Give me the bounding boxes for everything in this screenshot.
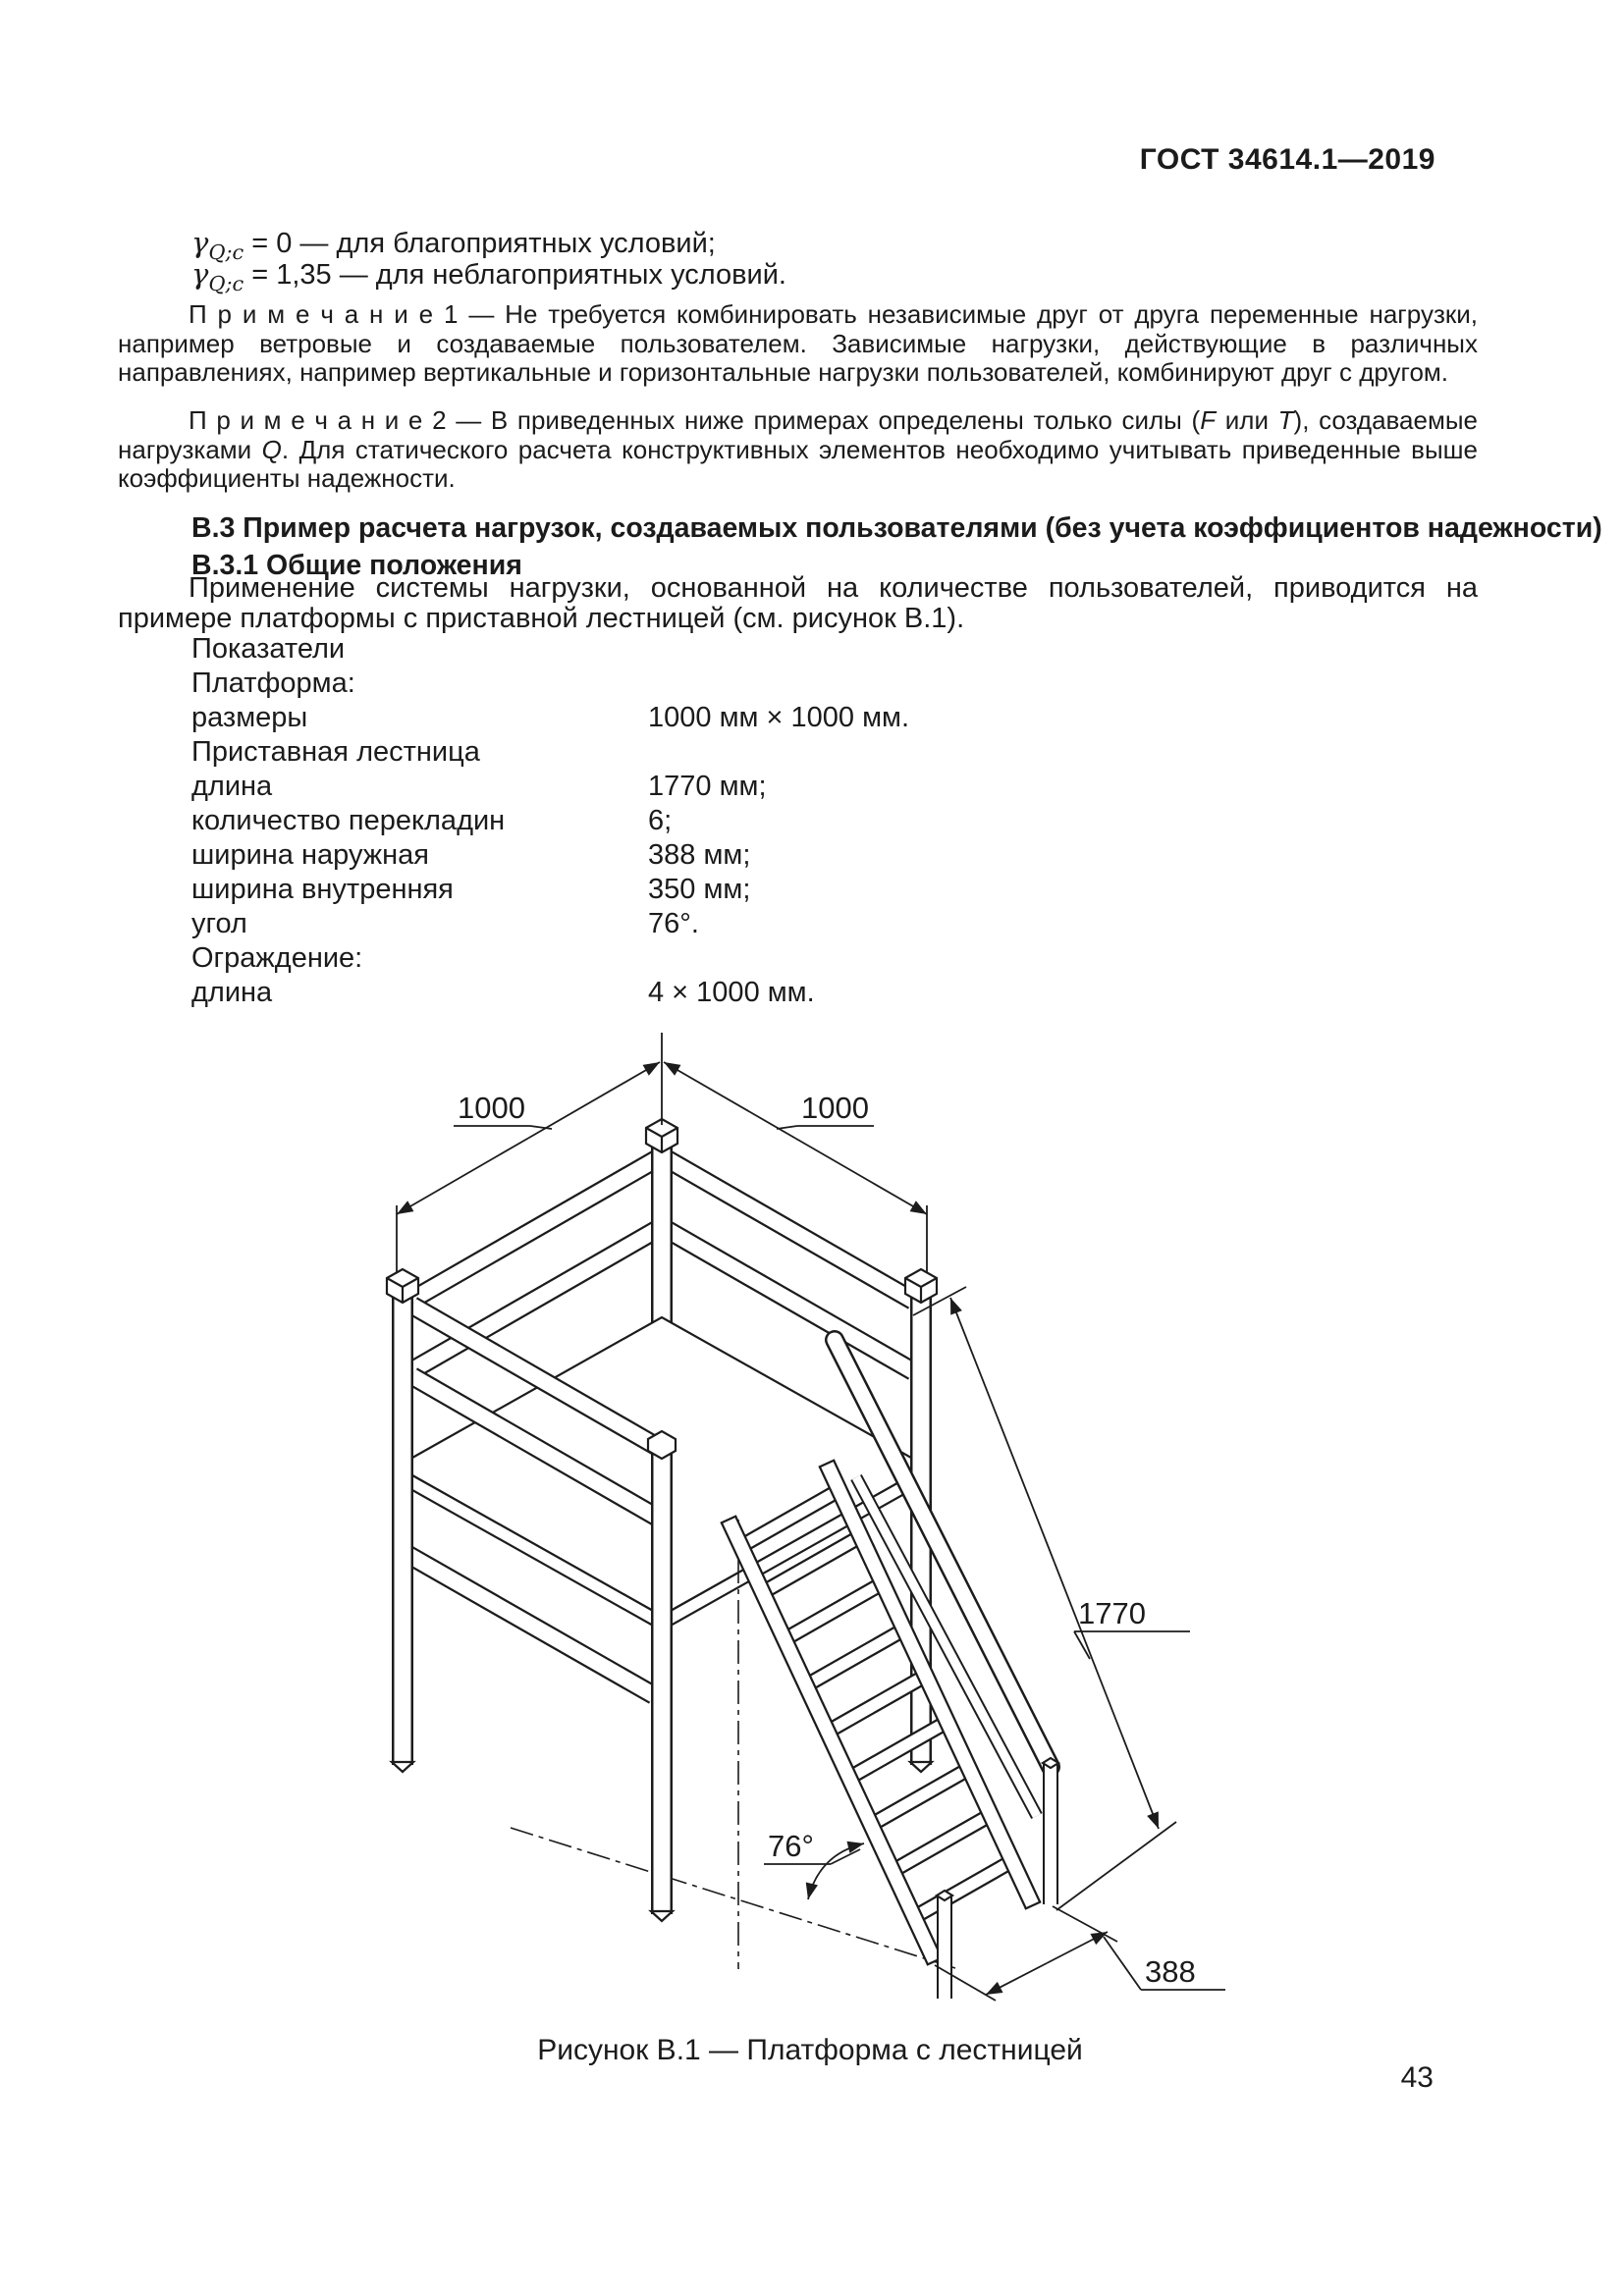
spec-value: 1000 мм × 1000 мм. <box>648 702 909 733</box>
spec-value: 350 мм; <box>648 874 751 905</box>
note-2-var-q: Q <box>261 434 282 464</box>
section-paragraph: Применение системы нагрузки, основанной на количестве пользователей, приводится на примере платформы с приставной лестницей (см. рисунок В.1). <box>118 572 1478 634</box>
figure-caption: Рисунок В.1 — Платформа с лестницей <box>537 2034 1083 2066</box>
spec-label: длина <box>191 771 273 802</box>
dim-label-left-1000: 1000 <box>458 1091 525 1125</box>
page-header: ГОСТ 34614.1—2019 <box>1139 143 1435 176</box>
dim-label-1770: 1770 <box>1078 1596 1146 1630</box>
spec-value: 6; <box>648 805 673 836</box>
note-2-text: или <box>1216 405 1278 435</box>
gamma-subscript: Q;c <box>208 240 244 264</box>
spec-label: Ограждение: <box>191 942 363 974</box>
spec-row <box>191 839 1370 874</box>
spec-row <box>191 874 1370 908</box>
spec-label: Приставная лестница <box>191 736 480 768</box>
note-2-text: П р и м е ч а н и е 2 — В приведенных ниже примерах определены только силы ( <box>189 405 1201 435</box>
gamma-subscript: Q;c <box>208 271 244 295</box>
spec-label: количество перекладин <box>191 805 506 836</box>
gamma-symbol: γ <box>191 257 209 291</box>
spec-row <box>191 633 1370 667</box>
note-2-paragraph <box>118 406 1478 494</box>
dimension-angle-76 <box>764 1829 864 1899</box>
spec-value: 388 мм; <box>648 839 751 871</box>
dimension-width-388 <box>935 1906 1225 2001</box>
spec-value: 1770 мм; <box>648 771 767 802</box>
spec-row <box>191 667 1370 702</box>
section-heading-b3: В.3 Пример расчета нагрузок, создаваемых пользователями (без учета коэффициентов надежности) <box>191 512 1602 544</box>
spec-row <box>191 908 1370 942</box>
platform-ladder-isometric <box>324 1021 1316 2032</box>
spec-value: 76°. <box>648 908 699 939</box>
section-heading-b31: В.3.1 Общие положения <box>191 550 522 581</box>
formula-text: = 1,35 — для неблагоприятных условий. <box>244 259 786 291</box>
note-2-var-f: F <box>1200 405 1217 435</box>
dim-label-388: 388 <box>1145 1954 1196 1989</box>
note-2-text: ), создаваемые нагрузками <box>118 405 1478 464</box>
spec-row <box>191 942 1370 977</box>
spec-label: ширина наружная <box>191 839 430 871</box>
spec-row <box>191 702 1370 736</box>
gamma-symbol: γ <box>191 226 209 259</box>
spec-label: Платформа: <box>191 667 355 699</box>
spec-label: угол <box>191 908 247 939</box>
spec-row <box>191 771 1370 805</box>
spec-row <box>191 805 1370 839</box>
dim-label-76deg: 76° <box>768 1829 814 1863</box>
spec-row <box>191 977 1370 1011</box>
spec-label: размеры <box>191 702 308 733</box>
note-2-var-t: T <box>1277 405 1294 435</box>
formula-line-2 <box>191 257 786 295</box>
spec-label: ширина внутренняя <box>191 874 454 905</box>
spec-label: длина <box>191 977 273 1008</box>
figure-b1-drawing <box>324 1021 1316 2032</box>
note-1-paragraph: П р и м е ч а н и е 1 — Не требуется комбинировать независимые друг от друга переменные нагрузки, например ветровые и создаваемые пользователем. Зависимые нагрузки, действующие в различных направлениях, например вертикальные и горизонтальные нагрузки пользователей, комбинируют друг с другом. <box>118 299 1478 387</box>
spec-row <box>191 736 1370 771</box>
dim-label-right-1000: 1000 <box>801 1091 869 1125</box>
spec-value: 4 × 1000 мм. <box>648 977 815 1008</box>
spec-label: Показатели <box>191 633 346 665</box>
note-2-text: . Для статического расчета конструктивных элементов необходимо учитывать приведенные выше коэффициенты надежности. <box>118 434 1478 493</box>
page-number: 43 <box>1400 2061 1434 2094</box>
formula-text: = 0 — для благоприятных условий; <box>244 228 716 259</box>
